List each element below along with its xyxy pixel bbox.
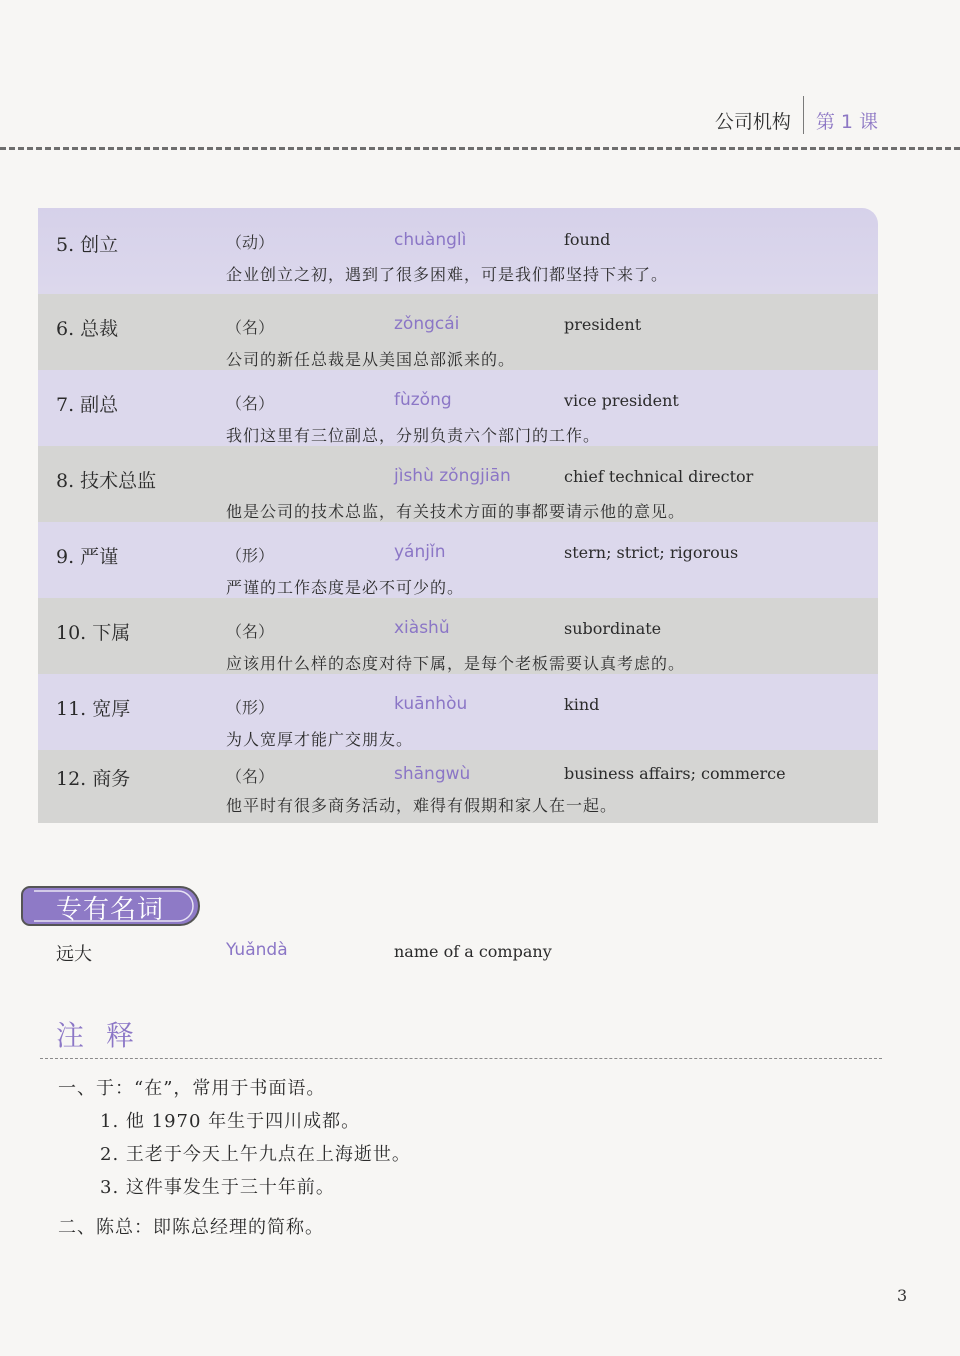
vocab-pinyin: xiàshǔ	[394, 618, 450, 638]
note-example: 1. 他 1970 年生于四川成都。	[100, 1111, 361, 1132]
vocab-word: 7. 副总	[56, 394, 119, 416]
proper-noun-pinyin: Yuǎndà	[226, 940, 288, 960]
vocab-word: 10. 下属	[56, 622, 131, 644]
vocab-example: 他平时有很多商务活动，难得有假期和家人在一起。	[226, 796, 618, 815]
vocab-row	[38, 294, 878, 370]
vocab-english: found	[564, 230, 611, 249]
vocab-row	[38, 674, 878, 750]
vocab-part-of-speech: （动）	[226, 233, 275, 252]
vocab-word: 6. 总裁	[56, 318, 119, 340]
vocab-english: business affairs; commerce	[564, 764, 786, 783]
vocab-example: 企业创立之初，遇到了很多困难，可是我们都坚持下来了。	[226, 265, 669, 284]
vocab-row	[38, 446, 878, 522]
chapter-title: 公司机构	[714, 110, 791, 133]
vocab-row	[38, 750, 878, 823]
vocab-part-of-speech: （形）	[226, 698, 275, 717]
proper-noun-entry	[56, 940, 756, 966]
proper-nouns-heading	[20, 885, 202, 927]
proper-noun-english: name of a company	[394, 942, 552, 961]
vocab-english: chief technical director	[564, 467, 754, 486]
vocab-example: 他是公司的技术总监，有关技术方面的事都要请示他的意见。	[226, 502, 686, 521]
vocab-row	[38, 598, 878, 674]
vocab-pinyin: chuànglì	[394, 230, 467, 250]
lesson-number: 第 1 课	[815, 110, 878, 133]
vocab-pinyin: yánjǐn	[394, 542, 446, 562]
vocab-word: 5. 创立	[56, 234, 119, 256]
page-header	[715, 100, 878, 140]
note-example: 2. 王老于今天上午九点在上海逝世。	[100, 1144, 411, 1165]
notes-dashed-rule	[40, 1058, 882, 1059]
note-item: 一、于：“在”，常用于书面语。	[58, 1078, 326, 1099]
vocab-part-of-speech: （名）	[226, 394, 275, 413]
page-number: 3	[897, 1286, 908, 1305]
vocab-english: president	[564, 315, 642, 334]
vocab-english: stern; strict; rigorous	[564, 543, 739, 562]
vocab-pinyin: shāngwù	[394, 764, 471, 784]
note-example: 3. 这件事发生于三十年前。	[100, 1177, 335, 1198]
vocab-english: vice president	[564, 391, 679, 410]
vocab-word: 8. 技术总监	[56, 470, 157, 492]
vocab-part-of-speech: （名）	[226, 318, 275, 337]
note-item: 二、陈总：即陈总经理的简称。	[58, 1217, 324, 1238]
vocab-part-of-speech: （形）	[226, 546, 275, 565]
vocab-example: 严谨的工作态度是必不可少的。	[226, 578, 465, 597]
vocab-word: 11. 宽厚	[56, 698, 131, 720]
header-dashed-rule	[0, 147, 960, 150]
proper-noun-word: 远大	[56, 944, 92, 965]
vocab-part-of-speech: （名）	[226, 622, 275, 641]
vocab-example: 我们这里有三位副总，分别负责六个部门的工作。	[226, 426, 601, 445]
vocab-row	[38, 208, 878, 294]
vocab-pinyin: fùzǒng	[394, 390, 452, 410]
vocab-example: 公司的新任总裁是从美国总部派来的。	[226, 350, 516, 369]
vocab-row	[38, 522, 878, 598]
vocab-row	[38, 370, 878, 446]
vocab-english: kind	[564, 695, 600, 714]
vocabulary-table	[38, 208, 878, 823]
vocab-english: subordinate	[564, 619, 662, 638]
vocab-example: 为人宽厚才能广交朋友。	[226, 730, 414, 749]
vocab-pinyin: jìshù zǒngjiān	[394, 466, 511, 486]
vocab-word: 12. 商务	[56, 768, 131, 790]
proper-nouns-label: 专有名词	[56, 895, 165, 925]
vocab-part-of-speech: （名）	[226, 767, 275, 786]
vocab-pinyin: kuānhòu	[394, 694, 468, 714]
vocab-word: 9. 严谨	[56, 546, 119, 568]
notes-title: 注释	[56, 1019, 157, 1052]
vocab-example: 应该用什么样的态度对待下属，是每个老板需要认真考虑的。	[226, 654, 686, 673]
vocab-pinyin: zǒngcái	[394, 314, 460, 334]
